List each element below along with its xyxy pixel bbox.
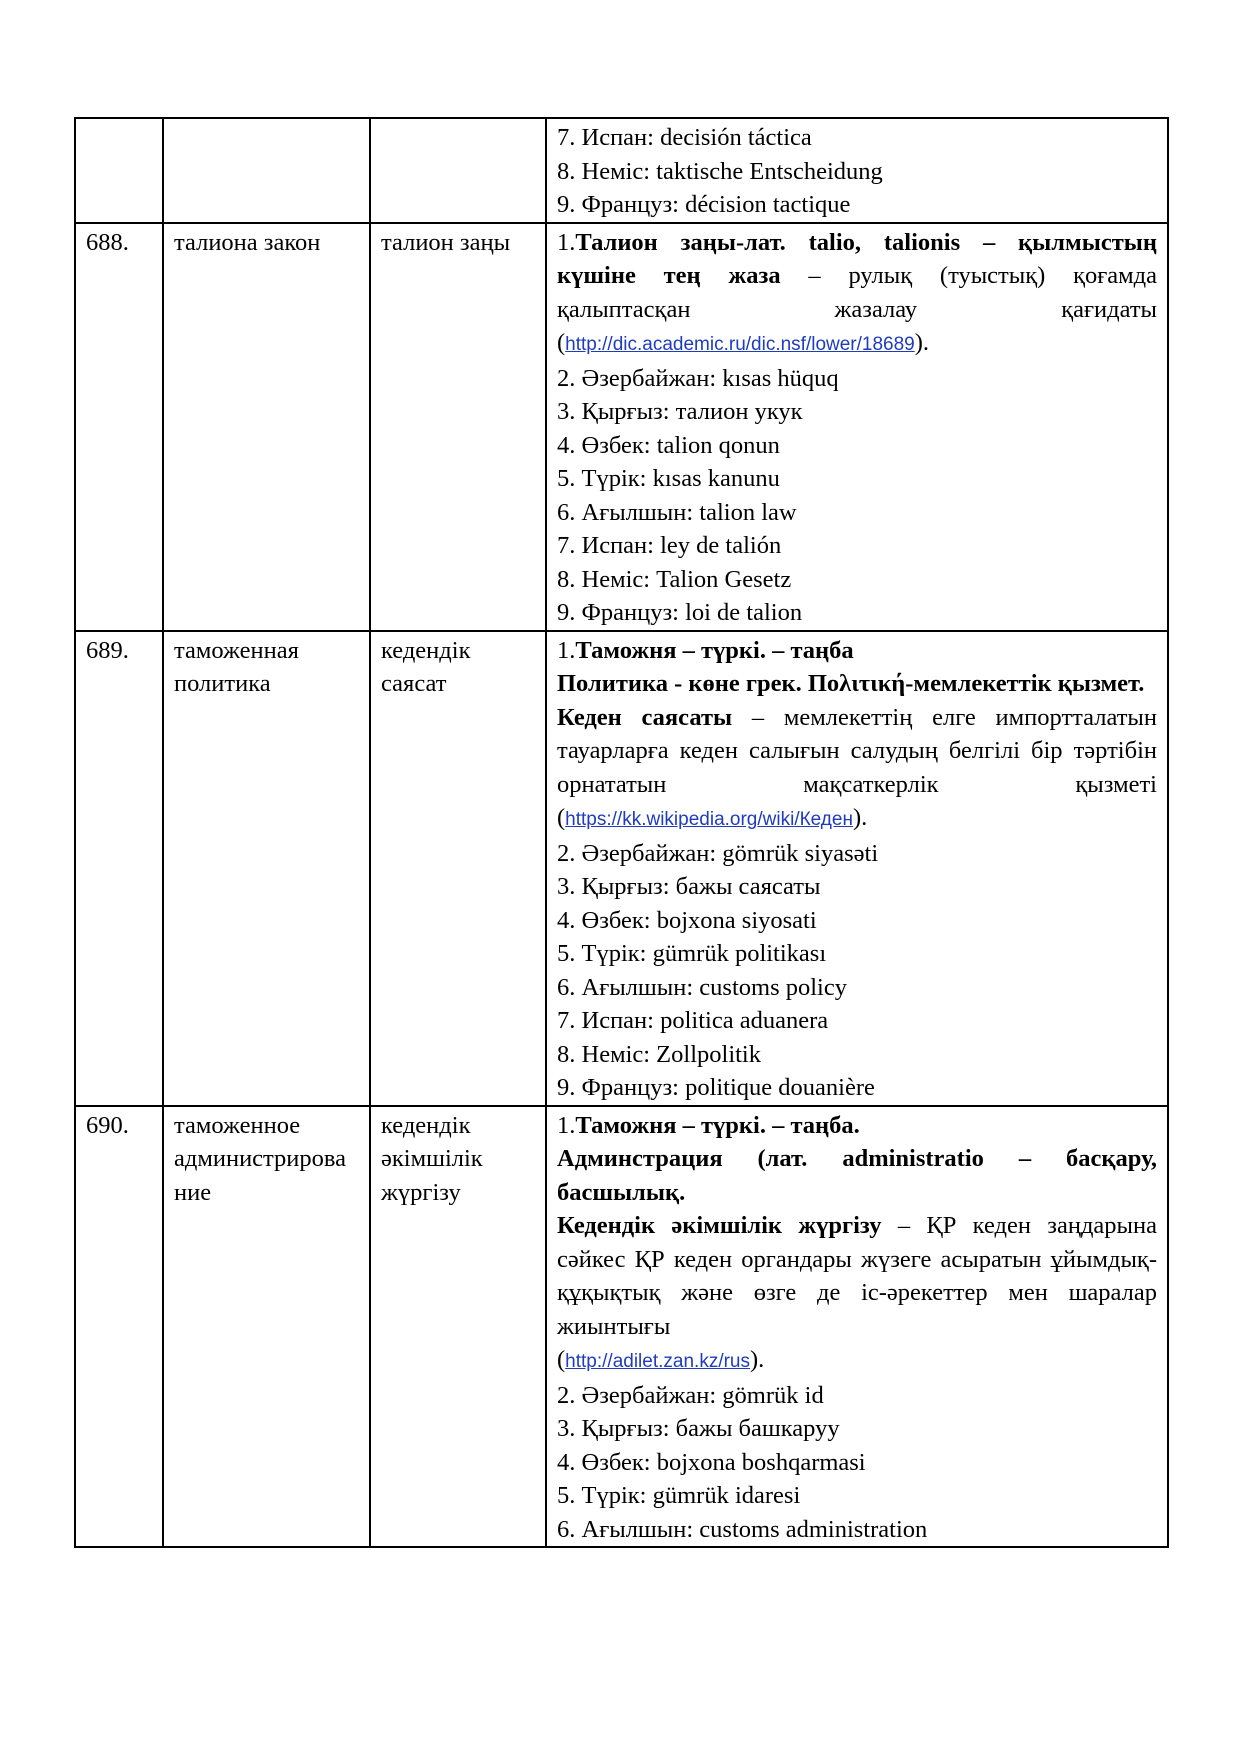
translation-line: 6. Ағылшын: talion law bbox=[557, 498, 797, 526]
source-link[interactable]: https://kk.wikipedia.org/wiki/Кеден bbox=[565, 809, 853, 830]
translation-line: 8. Неміс: Talion Gesetz bbox=[557, 565, 792, 593]
kazakh-term: кедендік саясат bbox=[370, 631, 546, 1106]
translation-line: 6. Ағылшын: customs administration bbox=[557, 1515, 928, 1543]
translation-line: 2. Әзербайжан: gömrük id bbox=[557, 1381, 824, 1409]
source-line: (http://adilet.zan.kz/rus). bbox=[557, 1346, 765, 1373]
translation-line: 6. Ағылшын: customs policy bbox=[557, 973, 847, 1001]
translation-line: 7. Испан: ley de talión bbox=[557, 532, 782, 559]
translation-line: 5. Түрік: gümrük politikası bbox=[557, 940, 827, 967]
source-link[interactable]: http://adilet.zan.kz/rus bbox=[565, 1351, 750, 1372]
etymology-line: Политика - көне грек. Πολιτική-мемлекеттік қызмет. bbox=[557, 670, 1145, 697]
translation-line: 3. Қырғыз: бажы башкаруу bbox=[557, 1415, 840, 1442]
russian-term bbox=[163, 118, 370, 223]
kazakh-term: кедендік әкімшілік жүргізу bbox=[370, 1106, 546, 1548]
translation-line: 7. Испан: decisión táctica bbox=[557, 124, 812, 151]
kazakh-term: талион заңы bbox=[370, 223, 546, 631]
entry-number: 690. bbox=[75, 1106, 163, 1548]
etymology-line: Админстрация (лат. administratio – басқару, басшылық. bbox=[557, 1145, 1157, 1206]
source-link[interactable]: http://dic.academic.ru/dic.nsf/lower/18689 bbox=[565, 334, 915, 355]
definition-term: Кеден саясаты bbox=[557, 703, 733, 731]
table-row bbox=[75, 118, 1168, 223]
kazakh-term bbox=[370, 118, 546, 223]
entry-number: 689. bbox=[75, 631, 163, 1106]
etymology-line: 1.Таможня – түркі. – таңба. bbox=[557, 1111, 860, 1139]
definition-term: Талион заңы-лат. talio, talionis – қылмыстың күшіне тең жаза bbox=[557, 228, 1157, 289]
translation-line: 9. Француз: décision tactique bbox=[557, 191, 851, 218]
translation-line: 4. Өзбек: bojxona boshqarmasi bbox=[557, 1448, 866, 1476]
definition-paragraph: 1.Талион заңы-лат. talio, talionis – қылмыстың күшіне тең жаза – рулық (туыстық) қоғамда қалыптасқан жазалау қағидаты (http://dic.academic.ru/dic.nsf/lower/18689). bbox=[557, 228, 1158, 356]
definition-paragraph: Кеден саясаты – мемлекеттің елге импортталатын тауарларға кеден салығын салудың белгілі бір тәртібін орнататын мақсаткерлік қызметі bbox=[557, 703, 1157, 798]
translation-line: 4. Өзбек: bojxona siyosati bbox=[557, 906, 817, 934]
translation-line: 2. Әзербайжан: kısas hüquq bbox=[557, 364, 839, 392]
definition-cell bbox=[546, 118, 1168, 223]
translation-line: 8. Неміс: Zollpolitik bbox=[557, 1040, 761, 1068]
translation-line: 3. Қырғыз: талион укук bbox=[557, 398, 803, 425]
translation-line: 7. Испан: politica aduanera bbox=[557, 1007, 829, 1034]
etymology-line: 1.Таможня – түркі. – таңба bbox=[557, 636, 854, 664]
translation-line: 9. Француз: loi de talion bbox=[557, 599, 803, 626]
table-row bbox=[75, 223, 1168, 631]
glossary-table bbox=[74, 117, 1169, 1548]
translation-line: 3. Қырғыз: бажы саясаты bbox=[557, 873, 821, 900]
table-row bbox=[75, 631, 1168, 1106]
translation-line: 2. Әзербайжан: gömrük siyasəti bbox=[557, 839, 879, 867]
translation-line: 5. Түрік: kısas kanunu bbox=[557, 465, 780, 492]
translation-line: 9. Француз: politique douanière bbox=[557, 1074, 875, 1101]
definition-paragraph: Кедендік әкімшілік жүргізу – ҚР кеден заңдарына сәйкес ҚР кеден органдары жүзеге асыратын ұйымдық-құқықтық және өзге де іс-әрекеттер мен шаралар жиынтығы bbox=[557, 1212, 1157, 1340]
entry-number bbox=[75, 118, 163, 223]
source-line: (https://kk.wikipedia.org/wiki/Кеден). bbox=[557, 804, 868, 831]
definition-cell bbox=[546, 631, 1168, 1106]
table-row bbox=[75, 1106, 1168, 1548]
entry-number: 688. bbox=[75, 223, 163, 631]
russian-term: таможенное администрирование bbox=[163, 1106, 370, 1548]
definition-cell bbox=[546, 223, 1168, 631]
translation-line: 4. Өзбек: talion qonun bbox=[557, 431, 780, 459]
russian-term: таможенная политика bbox=[163, 631, 370, 1106]
definition-term: Кедендік әкімшілік жүргізу bbox=[557, 1212, 882, 1239]
translation-line: 5. Түрік: gümrük idaresi bbox=[557, 1482, 801, 1509]
translation-line: 8. Неміс: taktische Entscheidung bbox=[557, 157, 883, 185]
russian-term: талиона закон bbox=[163, 223, 370, 631]
definition-cell bbox=[546, 1106, 1168, 1548]
